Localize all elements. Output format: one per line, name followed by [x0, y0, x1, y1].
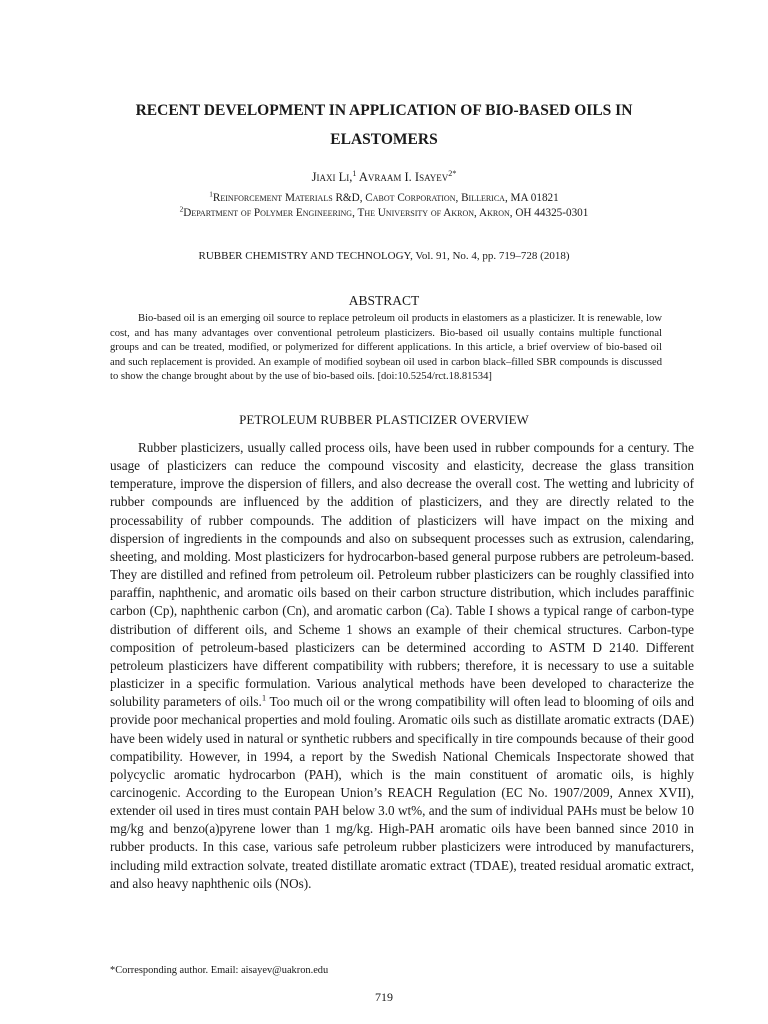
abstract-heading: ABSTRACT — [348, 293, 420, 308]
section-heading: PETROLEUM RUBBER PLASTICIZER OVERVIEW — [239, 412, 529, 427]
author-1: Jiaxi Li, — [311, 170, 353, 184]
corresponding-author-mark: * — [452, 168, 457, 178]
author-1-affil-mark: 1 — [352, 168, 357, 178]
author-2: Avraam I. Isayev — [358, 170, 449, 184]
author-2-affil-mark: 2 — [448, 168, 453, 178]
affiliations — [0, 191, 768, 221]
page-number: 719 — [375, 990, 393, 1004]
paper-title — [100, 96, 668, 154]
affiliation-1: $^1$Reinforcement Materials R&D, Cabot Corporation, Billerica, MA 01821 — [209, 190, 559, 204]
body-paragraph: Rubber plasticizers, usually called process oils, have been used in rubber compounds for a century. The usage of plasticizers can reduce the compound viscosity and elasticity, decrease the glass transition temperature, improve the dispersion of fillers, and also decrease the overall cost. The wetting and lubricity of rubber compounds are influenced by the addition of plasticizers, and they are directly related to the processability of rubber compounds. The addition of plasticizers will have impact on the mixing and dispersion of ingredients in the compounds and also on subsequent processes such as extrusion, calendaring, sheeting, and molding. Most plasticizers for hydrocarbon-based general purpose rubbers are petroleum-based. They are distilled and refined from petroleum oil. Petroleum rubber plasticizers can be roughly classified into paraffin, naphthenic, and aromatic oils based on their carbon structure distribution, which includes paraffinic carbon (Cp), naphthenic carbon (Cn), and aromatic carbon (Ca). Table I shows a typical range of carbon-type distribution of different oils, and Scheme 1 shows an example of their chemical structures. Carbon-type composition of petroleum-based plasticizers can be determined according to ASTM D 2140. Different petroleum plasticizers have different compatibility with rubbers; therefore, it is necessary to use a suitable plasticizer in a specific formulation. Various analytical methods have been developed to characterize the solubility parameters of oils.$^1$ Too much oil or the wrong compatibility will often lead to blooming of oils and provide poor mechanical properties and mold fouling. Aromatic oils such as distillate aromatic extracts (DAE) have been widely used in natural or synthetic rubbers and specifically in tire compounds because of their good compatibility. However, in 1994, a report by the Swedish National Chemicals Inspectorate showed that polycyclic aromatic hydrocarbon (PAH), which is the main constituent of aromatic oils, is highly carcinogenic. According to the European Union’s REACH Regulation (EC No. 1907/2009, Annex XVII), extender oil used in tires must contain PAH below 3.0 wt%, and the sum of individual PAHs must be below 10 mg/kg and benzo(a)pyrene lower than 1 mg/kg. High-PAH aromatic oils have been banned since 2010 in rubber products. In this case, various safe petroleum rubber plasticizers were introduced by manufacturers, including mild extraction solvate, treated distillate aromatic extract (TDAE), treated residual aromatic extract, and also heavy naphthenic oils (NOs). — [110, 440, 694, 891]
abstract-body: Bio-based oil is an emerging oil source to replace petroleum oil products in elastomers as a plasticizer. It is renewable, low cost, and has many advantages over conventional petroleum plasticizers. Bio-based oil usually contains multiple functional groups and can be treated, modified, or polymerized for different applications. In this article, a brief overview of bio-based oil and such replacement is provided. An example of modified soybean oil used in carbon black–filled SBR compounds is discussed to show the change brought about by the use of bio-based oils. [doi:10.5254/rct.18.81534] — [110, 313, 662, 383]
title-line-2: ELASTOMERS — [330, 131, 438, 148]
title-line-1: RECENT DEVELOPMENT IN APPLICATION OF BIO-BASED OILS IN — [135, 102, 633, 119]
affiliation-2: $^2$Department of Polymer Engineering, The University of Akron, Akron, OH 44325-0301 — [179, 205, 589, 219]
author-list — [0, 170, 768, 185]
journal-citation: RUBBER CHEMISTRY AND TECHNOLOGY, Vol. 91, No. 4, pp. 719–728 (2018) — [198, 250, 570, 262]
corresponding-author-footnote: *Corresponding author. Email: aisayev@uakron.edu — [110, 965, 329, 976]
reference-mark: 1 — [261, 692, 267, 703]
